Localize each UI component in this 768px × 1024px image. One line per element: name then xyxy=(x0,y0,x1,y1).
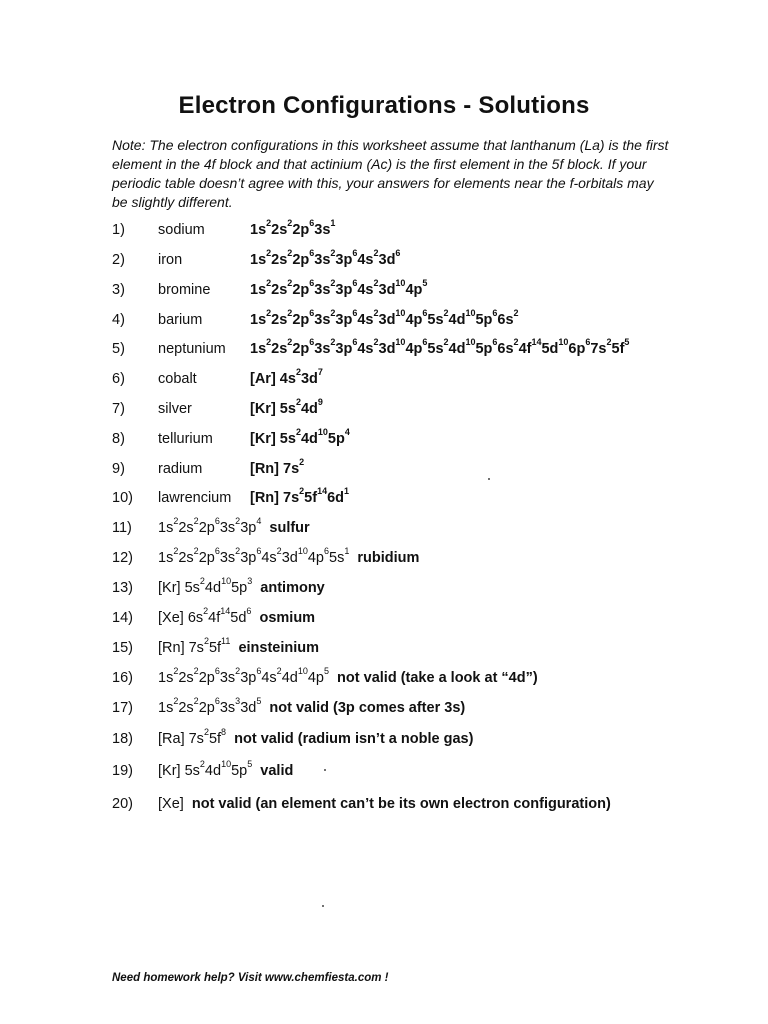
answer-text: osmium xyxy=(251,610,316,626)
superscript: 2 xyxy=(235,666,241,677)
superscript: 2 xyxy=(173,516,179,527)
question-number: 20) xyxy=(112,796,133,812)
superscript: 1 xyxy=(330,218,336,229)
answer-text: valid xyxy=(252,763,294,779)
element-name: tellurium xyxy=(158,431,213,447)
superscript: 2 xyxy=(193,696,199,707)
superscript: 2 xyxy=(443,308,449,319)
superscript: 6 xyxy=(492,337,498,348)
superscript: 6 xyxy=(309,308,315,319)
footer-text: Need homework help? Visit www.chemfiesta.com ! xyxy=(112,972,389,984)
question-row xyxy=(112,759,732,785)
superscript: 2 xyxy=(287,248,293,259)
superscript: 6 xyxy=(352,337,358,348)
superscript: 2 xyxy=(173,666,179,677)
superscript: 2 xyxy=(203,636,209,647)
superscript: 2 xyxy=(287,278,293,289)
superscript: 10 xyxy=(465,308,476,319)
question-number: 14) xyxy=(112,610,133,626)
superscript: 2 xyxy=(295,427,301,438)
question-number: 6) xyxy=(112,371,125,387)
superscript: 11 xyxy=(221,636,231,647)
answer-text: not valid (take a look at “4d”) xyxy=(329,670,538,686)
question-row xyxy=(112,218,732,244)
superscript: 10 xyxy=(395,337,406,348)
electron-configuration: $1s^22s^22p^63s^23p^64s^23d^{10}4p^65s^1$ xyxy=(158,546,350,566)
element-name: barium xyxy=(158,312,203,328)
question-row xyxy=(112,516,732,542)
superscript: 9 xyxy=(317,397,323,408)
superscript: 6 xyxy=(256,546,262,557)
superscript: 6 xyxy=(352,308,358,319)
superscript: 2 xyxy=(193,666,199,677)
question-row xyxy=(112,367,732,393)
superscript: 2 xyxy=(295,367,301,378)
superscript: 6 xyxy=(256,666,262,677)
superscript: 10 xyxy=(221,759,232,770)
answer-text: antimony xyxy=(252,580,325,596)
question-row xyxy=(112,576,732,602)
superscript: 1 xyxy=(344,486,350,497)
superscript: 3 xyxy=(247,576,253,587)
superscript: 2 xyxy=(199,576,205,587)
question-row xyxy=(112,796,732,818)
superscript: 2 xyxy=(193,546,199,557)
superscript: 2 xyxy=(173,696,179,707)
superscript: 10 xyxy=(297,546,308,557)
superscript: 2 xyxy=(276,666,282,677)
superscript: 10 xyxy=(395,308,406,319)
superscript: 2 xyxy=(373,337,379,348)
question-number: 12) xyxy=(112,550,133,566)
superscript: 2 xyxy=(203,606,209,617)
element-name: lawrencium xyxy=(158,490,232,506)
superscript: 2 xyxy=(606,337,612,348)
element-name: sodium xyxy=(158,222,205,238)
question-number: 15) xyxy=(112,640,133,656)
superscript: 2 xyxy=(295,397,301,408)
question-number: 16) xyxy=(112,670,133,686)
superscript: 2 xyxy=(299,457,305,468)
answer-text: rubidium xyxy=(349,550,420,566)
answer-text: einsteinium xyxy=(230,640,320,656)
superscript: 6 xyxy=(422,337,428,348)
superscript: 8 xyxy=(221,727,227,738)
superscript: 2 xyxy=(299,486,305,497)
superscript: 10 xyxy=(558,337,569,348)
superscript: 2 xyxy=(173,546,179,557)
electron-configuration: [Kr] $5s^24d^{10}5p^5$ xyxy=(158,759,253,779)
question-row xyxy=(112,606,732,632)
electron-configuration: [Xe] xyxy=(158,796,184,812)
superscript: 6 xyxy=(352,278,358,289)
superscript: 4 xyxy=(256,516,262,527)
superscript: 2 xyxy=(513,337,519,348)
superscript: 2 xyxy=(330,308,336,319)
question-number: 18) xyxy=(112,731,133,747)
question-number: 8) xyxy=(112,431,125,447)
configuration-and-answer xyxy=(158,516,310,536)
electron-configuration: [Xe] $6s^24f^{14}5d^6$ xyxy=(158,606,252,626)
superscript: 14 xyxy=(220,606,231,617)
superscript: 2 xyxy=(266,218,272,229)
superscript: 6 xyxy=(395,248,401,259)
answer-text: not valid (radium isn’t a noble gas) xyxy=(226,731,474,747)
superscript: 6 xyxy=(214,546,220,557)
superscript: 2 xyxy=(199,759,205,770)
superscript: 2 xyxy=(287,218,293,229)
superscript: 6 xyxy=(585,337,591,348)
electron-configuration: [Ra] $7s^25f^8$ xyxy=(158,727,227,747)
superscript: 1 xyxy=(344,546,350,557)
configuration-and-answer xyxy=(158,796,611,812)
element-name: bromine xyxy=(158,282,211,298)
superscript: 10 xyxy=(317,427,328,438)
superscript: 5 xyxy=(624,337,630,348)
superscript: 5 xyxy=(323,666,329,677)
electron-configuration: [Rn] $7s^25f^{11}$ xyxy=(158,636,231,656)
superscript: 2 xyxy=(266,278,272,289)
superscript: 6 xyxy=(352,248,358,259)
superscript: 2 xyxy=(330,278,336,289)
question-row xyxy=(112,457,732,483)
question-row xyxy=(112,397,732,423)
superscript: 2 xyxy=(203,727,209,738)
configuration-and-answer xyxy=(158,759,294,779)
superscript: 10 xyxy=(297,666,308,677)
superscript: 6 xyxy=(309,278,315,289)
superscript: 2 xyxy=(373,278,379,289)
element-name: silver xyxy=(158,401,192,417)
superscript: 5 xyxy=(247,759,253,770)
superscript: 6 xyxy=(214,516,220,527)
superscript: 2 xyxy=(235,516,241,527)
superscript: 2 xyxy=(330,337,336,348)
superscript: 3 xyxy=(235,696,241,707)
superscript: 6 xyxy=(492,308,498,319)
electron-configuration: $1s^22s^22p^63s^23p^64s^24d^{10}4p^5$ xyxy=(158,666,329,686)
superscript: 7 xyxy=(317,367,323,378)
superscript: 6 xyxy=(309,248,315,259)
electron-configuration: $1s^22s^22p^63s^33d^5$ xyxy=(158,696,262,716)
electron-configuration: [Kr] $5s^24d^{10}5p^3$ xyxy=(158,576,253,596)
question-number: 9) xyxy=(112,461,125,477)
question-number: 13) xyxy=(112,580,133,596)
superscript: 2 xyxy=(235,546,241,557)
page-title: Electron Configurations - Solutions xyxy=(178,92,590,119)
question-row xyxy=(112,666,732,692)
question-row xyxy=(112,727,732,753)
superscript: 14 xyxy=(531,337,542,348)
answer-text: sulfur xyxy=(261,520,310,536)
element-name: radium xyxy=(158,461,203,477)
question-number: 1) xyxy=(112,222,125,238)
electron-configuration: [Kr] $5s^24d^9$ xyxy=(250,397,323,417)
question-number: 10) xyxy=(112,490,133,506)
superscript: 2 xyxy=(266,248,272,259)
answer-text: not valid (3p comes after 3s) xyxy=(261,700,466,716)
configuration-and-answer xyxy=(158,666,538,686)
question-row xyxy=(112,337,732,363)
scan-speck xyxy=(488,478,490,480)
scan-speck xyxy=(324,769,326,771)
electron-configuration: [Rn] $7s^25f^{14}6d^1$ xyxy=(250,486,350,506)
question-row xyxy=(112,636,732,662)
superscript: 2 xyxy=(266,308,272,319)
electron-configuration: [Ar] $4s^23d^7$ xyxy=(250,367,323,387)
superscript: 2 xyxy=(287,308,293,319)
question-number: 19) xyxy=(112,763,133,779)
superscript: 2 xyxy=(513,308,519,319)
question-number: 3) xyxy=(112,282,125,298)
question-row xyxy=(112,486,732,512)
superscript: 6 xyxy=(309,337,315,348)
electron-configuration: [Rn] $7s^2$ xyxy=(250,457,305,477)
superscript: 6 xyxy=(214,666,220,677)
superscript: 5 xyxy=(256,696,262,707)
electron-configuration: $1s^22s^22p^63s^23p^64s^23d^{10}4p^5$ xyxy=(250,278,428,298)
electron-configuration: $1s^22s^22p^63s^23p^64s^23d^{10}4p^65s^24d^{10}5p^66s^24f^{14}5d^{10}6p^67s^25f^5$ xyxy=(250,337,630,357)
superscript: 2 xyxy=(287,337,293,348)
question-number: 7) xyxy=(112,401,125,417)
electron-configuration: $1s^22s^22p^63s^23p^64s^23d^6$ xyxy=(250,248,401,268)
question-number: 17) xyxy=(112,700,133,716)
superscript: 2 xyxy=(266,337,272,348)
electron-configuration: $1s^22s^22p^63s^23p^4$ xyxy=(158,516,262,536)
configuration-and-answer xyxy=(158,606,316,626)
superscript: 10 xyxy=(221,576,232,587)
configuration-and-answer xyxy=(158,636,320,656)
superscript: 6 xyxy=(309,218,315,229)
configuration-and-answer xyxy=(158,576,325,596)
electron-configuration: $1s^22s^22p^63s^1$ xyxy=(250,218,336,238)
configuration-and-answer xyxy=(158,546,420,566)
superscript: 10 xyxy=(465,337,476,348)
superscript: 2 xyxy=(330,248,336,259)
question-row xyxy=(112,546,732,572)
scan-speck xyxy=(322,905,324,907)
element-name: cobalt xyxy=(158,371,197,387)
superscript: 6 xyxy=(214,696,220,707)
question-row xyxy=(112,278,732,304)
question-number: 4) xyxy=(112,312,125,328)
superscript: 10 xyxy=(395,278,406,289)
superscript: 2 xyxy=(193,516,199,527)
superscript: 2 xyxy=(443,337,449,348)
configuration-and-answer xyxy=(158,727,474,747)
superscript: 6 xyxy=(323,546,329,557)
superscript: 2 xyxy=(373,248,379,259)
question-row xyxy=(112,308,732,334)
answer-text: not valid (an element can’t be its own electron configuration) xyxy=(183,796,611,812)
superscript: 2 xyxy=(373,308,379,319)
question-row xyxy=(112,696,732,722)
question-number: 5) xyxy=(112,341,125,357)
superscript: 4 xyxy=(344,427,350,438)
superscript: 5 xyxy=(422,278,428,289)
electron-configuration: [Kr] $5s^24d^{10}5p^4$ xyxy=(250,427,350,447)
electron-configuration: $1s^22s^22p^63s^23p^64s^23d^{10}4p^65s^24d^{10}5p^66s^2$ xyxy=(250,308,519,328)
superscript: 6 xyxy=(246,606,252,617)
question-row xyxy=(112,248,732,274)
element-name: neptunium xyxy=(158,341,226,357)
note-paragraph: Note: The electron configurations in this worksheet assume that lanthanum (La) is the first element in the 4f block and that actinium (Ac) is the first element in the 5f block. If your periodic table doesn’t agree with this, your answers for elements near the f-orbitals may be slightly different. xyxy=(112,137,669,210)
element-name: iron xyxy=(158,252,183,268)
configuration-and-answer xyxy=(158,696,466,716)
superscript: 14 xyxy=(317,486,328,497)
question-number: 11) xyxy=(112,520,132,536)
superscript: 6 xyxy=(422,308,428,319)
question-number: 2) xyxy=(112,252,125,268)
superscript: 2 xyxy=(276,546,282,557)
question-row xyxy=(112,427,732,453)
